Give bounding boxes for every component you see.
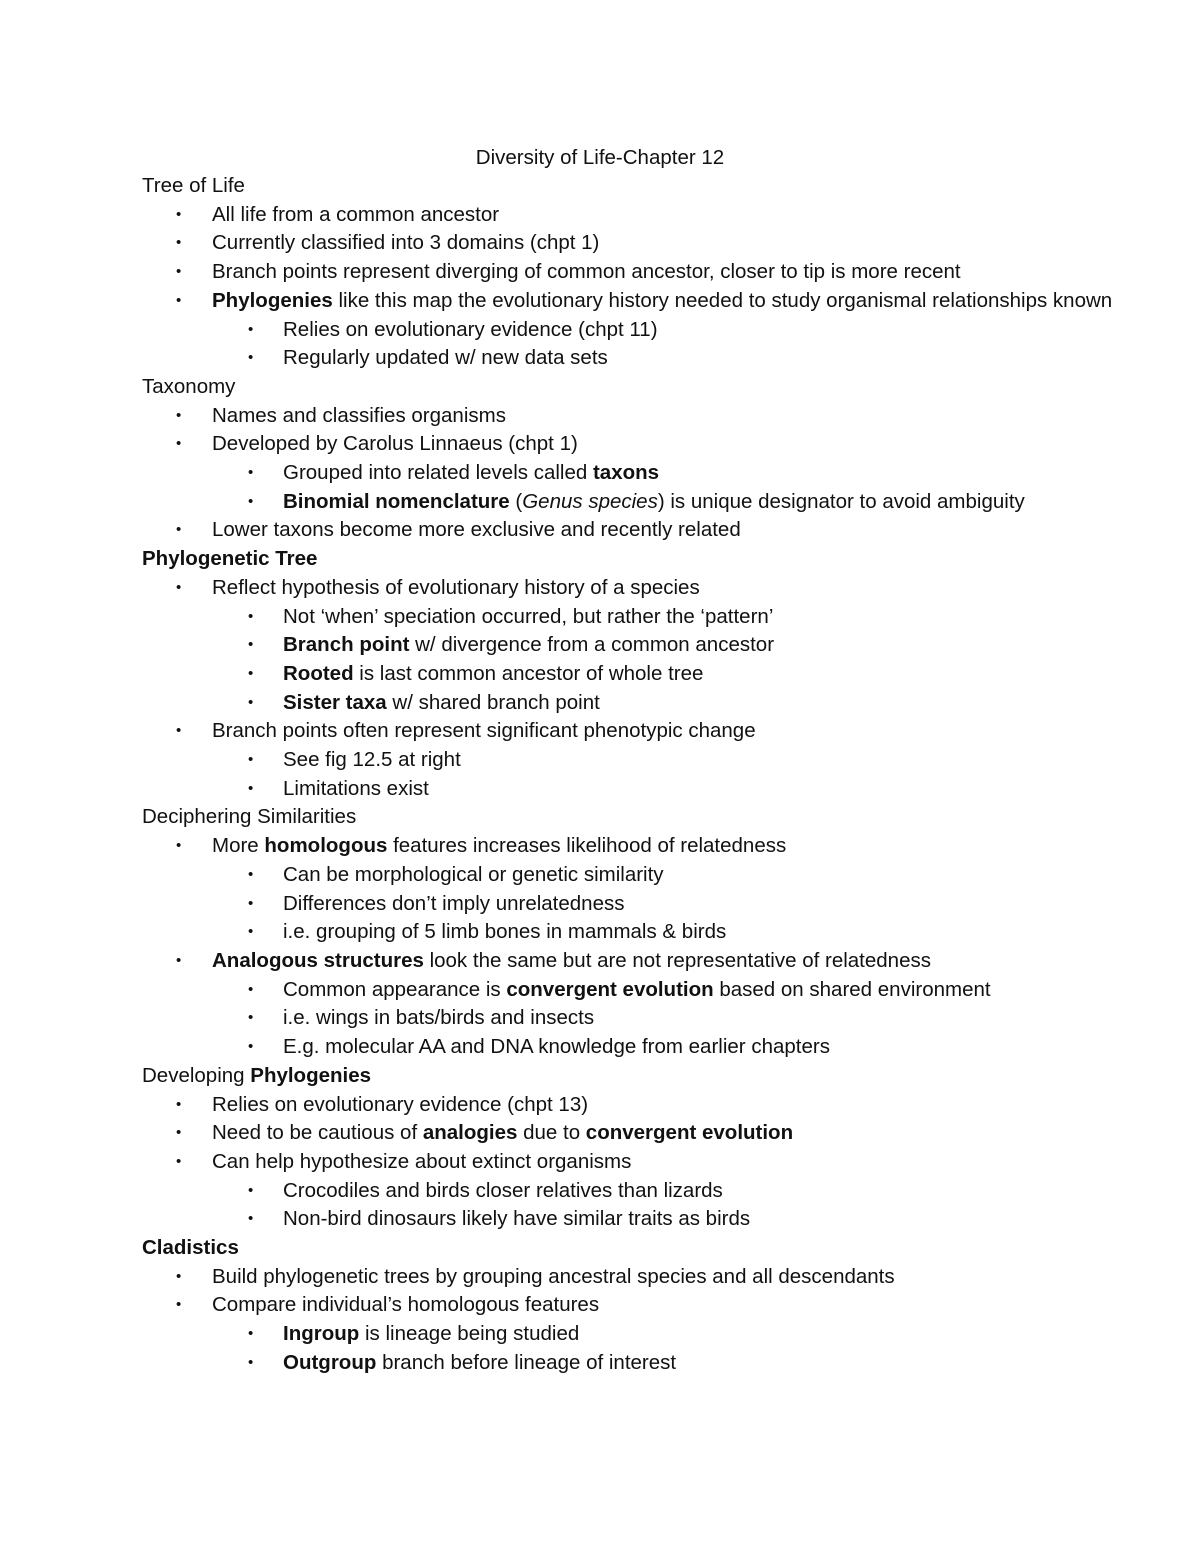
text-run: More — [212, 834, 265, 858]
bullet-item — [142, 1119, 1162, 1148]
bullet-text — [283, 918, 1162, 947]
text-run: Regularly updated w/ new data sets — [283, 346, 608, 370]
section-heading — [142, 172, 1162, 201]
document-body — [142, 172, 1162, 1378]
document-title: Diversity of Life-Chapter 12 — [475, 146, 725, 169]
text-run: Sister taxa — [283, 690, 387, 714]
bullet-text — [212, 1148, 1162, 1177]
bullet-icon: • — [176, 1267, 182, 1285]
bullet-icon: • — [248, 1353, 254, 1371]
bullet-item — [142, 717, 1162, 746]
text-run: Currently classified into 3 domains (chpt 1) — [212, 231, 600, 255]
bullet-text — [283, 316, 1162, 345]
section-heading — [142, 373, 1162, 402]
text-run: Build phylogenetic trees by grouping ancestral species and all descendants — [212, 1264, 895, 1288]
bullet-text — [283, 1320, 1162, 1349]
text-run: taxons — [592, 461, 660, 485]
text-run: Can be morphological or genetic similarity — [283, 862, 664, 886]
text-run: i.e. grouping of 5 limb bones in mammals & birds — [283, 920, 727, 944]
section-heading — [142, 1234, 1162, 1263]
text-run: like this map the evolutionary history needed to study organismal relationships known — [332, 288, 1113, 312]
text-run: Analogous structures — [212, 948, 424, 972]
text-run: ) is unique designator to avoid ambiguity — [657, 489, 1025, 513]
bullet-icon: • — [176, 1095, 182, 1113]
bullet-icon: • — [176, 722, 182, 740]
bullet-icon: • — [248, 980, 254, 998]
text-run: analogies — [422, 1121, 518, 1145]
bullet-icon: • — [176, 1152, 182, 1170]
bullet-text — [212, 832, 1162, 861]
text-run: Binomial nomenclature — [283, 489, 510, 513]
text-run: Relies on evolutionary evidence (chpt 11) — [283, 317, 658, 341]
text-run: E.g. molecular AA and DNA knowledge from earlier chapters — [283, 1035, 830, 1059]
sub-bullet-item — [142, 746, 1162, 775]
sub-bullet-item — [142, 631, 1162, 660]
text-run: Lower taxons become more exclusive and recently related — [212, 518, 741, 542]
text-run: Phylogenies — [212, 288, 333, 312]
bullet-text — [283, 861, 1162, 890]
text-run: Need to be cautious of — [212, 1121, 423, 1145]
bullet-item — [142, 1148, 1162, 1177]
text-run: Grouped into related levels called — [283, 461, 593, 485]
text-run: Outgroup — [283, 1350, 377, 1374]
bullet-item — [142, 1263, 1162, 1292]
bullet-item — [142, 574, 1162, 603]
bullet-icon: • — [248, 779, 254, 797]
bullet-icon: • — [248, 923, 254, 941]
bullet-text — [212, 1263, 1162, 1292]
text-run: Non-bird dinosaurs likely have similar traits as birds — [283, 1207, 751, 1231]
bullet-text — [212, 430, 1162, 459]
bullet-text — [283, 488, 1162, 517]
text-run: Branch point — [283, 633, 410, 657]
bullet-icon: • — [176, 837, 182, 855]
sub-bullet-item — [142, 1320, 1162, 1349]
bullet-item — [142, 947, 1162, 976]
bullet-icon: • — [176, 406, 182, 424]
bullet-icon: • — [176, 578, 182, 596]
text-run: based on shared environment — [713, 977, 991, 1001]
sub-bullet-item — [142, 775, 1162, 804]
bullet-icon: • — [176, 521, 182, 539]
sub-bullet-item — [142, 316, 1162, 345]
bullet-item — [142, 201, 1162, 230]
bullet-text — [283, 1177, 1162, 1206]
bullet-icon: • — [248, 1210, 254, 1228]
bullet-text — [283, 775, 1162, 804]
sub-bullet-item — [142, 976, 1162, 1005]
text-run: Developed by Carolus Linnaeus (chpt 1) — [212, 432, 578, 456]
sub-bullet-item — [142, 861, 1162, 890]
text-run: Common appearance is — [283, 977, 507, 1001]
text-run: All life from a common ancestor — [212, 202, 500, 226]
bullet-icon: • — [248, 492, 254, 510]
bullet-item — [142, 287, 1162, 316]
text-run: is last common ancestor of whole tree — [353, 661, 704, 685]
text-run: features increases likelihood of relatedness — [387, 834, 787, 858]
bullet-icon: • — [248, 320, 254, 338]
text-run: w/ shared branch point — [386, 690, 600, 714]
bullet-text — [212, 229, 1162, 258]
text-run: is lineage being studied — [359, 1322, 580, 1346]
bullet-text — [212, 1119, 1162, 1148]
text-run: convergent evolution — [585, 1121, 794, 1145]
text-run: Phylogenetic Tree — [142, 547, 318, 571]
bullet-item — [142, 516, 1162, 545]
text-run: i.e. wings in bats/birds and insects — [283, 1006, 595, 1030]
bullet-icon: • — [176, 951, 182, 969]
sub-bullet-item — [142, 1033, 1162, 1062]
text-run: Crocodiles and birds closer relatives than lizards — [283, 1178, 723, 1202]
bullet-icon: • — [248, 349, 254, 367]
bullet-icon: • — [248, 693, 254, 711]
bullet-icon: • — [248, 1181, 254, 1199]
text-run: Names and classifies organisms — [212, 403, 506, 427]
section-heading — [142, 803, 1162, 832]
text-run: Phylogenies — [250, 1063, 372, 1087]
bullet-icon: • — [248, 894, 254, 912]
section-heading — [142, 1062, 1162, 1091]
sub-bullet-item — [142, 459, 1162, 488]
bullet-item — [142, 258, 1162, 287]
bullet-text — [212, 1291, 1162, 1320]
bullet-icon: • — [176, 1296, 182, 1314]
sub-bullet-item — [142, 918, 1162, 947]
bullet-icon: • — [176, 263, 182, 281]
sub-bullet-item — [142, 660, 1162, 689]
text-run: Differences don’t imply unrelatedness — [283, 891, 625, 915]
text-run: Reflect hypothesis of evolutionary history of a species — [212, 575, 700, 599]
text-run: w/ divergence from a common ancestor — [409, 633, 775, 657]
bullet-text — [283, 660, 1162, 689]
bullet-text — [283, 689, 1162, 718]
bullet-icon: • — [248, 1009, 254, 1027]
bullet-icon: • — [248, 865, 254, 883]
sub-bullet-item — [142, 603, 1162, 632]
bullet-text — [212, 287, 1162, 316]
text-run: Ingroup — [283, 1322, 360, 1346]
sub-bullet-item — [142, 1004, 1162, 1033]
bullet-item — [142, 1091, 1162, 1120]
bullet-text — [283, 1004, 1162, 1033]
text-run: Taxonomy — [142, 374, 236, 398]
text-run: homologous — [264, 834, 388, 858]
bullet-item — [142, 430, 1162, 459]
text-run: Developing — [142, 1063, 251, 1087]
text-run: ( — [509, 489, 523, 513]
text-run: Cladistics — [142, 1236, 239, 1260]
bullet-text — [283, 631, 1162, 660]
sub-bullet-item — [142, 890, 1162, 919]
text-run: Relies on evolutionary evidence (chpt 13) — [212, 1092, 589, 1116]
bullet-icon: • — [176, 291, 182, 309]
sub-bullet-item — [142, 488, 1162, 517]
sub-bullet-item — [142, 689, 1162, 718]
bullet-item — [142, 229, 1162, 258]
bullet-icon: • — [248, 1038, 254, 1056]
sub-bullet-item — [142, 344, 1162, 373]
bullet-text — [283, 344, 1162, 373]
bullet-text — [283, 1205, 1162, 1234]
bullet-text — [212, 717, 1162, 746]
bullet-icon: • — [248, 1325, 254, 1343]
bullet-icon: • — [248, 751, 254, 769]
bullet-item — [142, 832, 1162, 861]
text-run: Deciphering Similarities — [142, 805, 357, 829]
bullet-text — [212, 516, 1162, 545]
bullet-text — [212, 258, 1162, 287]
text-run: Not ‘when’ speciation occurred, but rather the ‘pattern’ — [283, 604, 774, 628]
text-run: due to — [517, 1121, 586, 1145]
text-run: convergent evolution — [506, 977, 714, 1001]
bullet-text — [283, 890, 1162, 919]
text-run: Genus species — [522, 489, 658, 513]
bullet-icon: • — [176, 234, 182, 252]
sub-bullet-item — [142, 1205, 1162, 1234]
bullet-text — [283, 603, 1162, 632]
bullet-text — [283, 1033, 1162, 1062]
text-run: Branch points represent diverging of common ancestor, closer to tip is more recent — [212, 260, 961, 284]
bullet-item — [142, 1291, 1162, 1320]
bullet-icon: • — [176, 435, 182, 453]
text-run: Rooted — [283, 661, 354, 685]
bullet-item — [142, 402, 1162, 431]
bullet-text — [212, 947, 1162, 976]
bullet-text — [283, 746, 1162, 775]
text-run: Tree of Life — [142, 174, 245, 197]
bullet-text — [212, 201, 1162, 230]
bullet-text — [283, 976, 1162, 1005]
bullet-text — [212, 574, 1162, 603]
bullet-text — [283, 459, 1162, 488]
bullet-icon: • — [176, 205, 182, 223]
text-run: Compare individual’s homologous features — [212, 1293, 600, 1317]
text-run: branch before lineage of interest — [376, 1350, 677, 1374]
bullet-icon: • — [248, 636, 254, 654]
bullet-text — [212, 402, 1162, 431]
section-heading — [142, 545, 1162, 574]
bullet-text — [212, 1091, 1162, 1120]
sub-bullet-item — [142, 1177, 1162, 1206]
text-run: Can help hypothesize about extinct organisms — [212, 1149, 632, 1173]
text-run: look the same but are not representative of relatedness — [423, 948, 931, 972]
bullet-icon: • — [248, 464, 254, 482]
bullet-icon: • — [248, 607, 254, 625]
sub-bullet-item — [142, 1349, 1162, 1378]
text-run: See fig 12.5 at right — [283, 748, 461, 772]
bullet-text — [283, 1349, 1162, 1378]
text-run: Limitations exist — [283, 776, 429, 800]
text-run: Branch points often represent significant phenotypic change — [212, 719, 756, 743]
bullet-icon: • — [248, 664, 254, 682]
bullet-icon: • — [176, 1124, 182, 1142]
